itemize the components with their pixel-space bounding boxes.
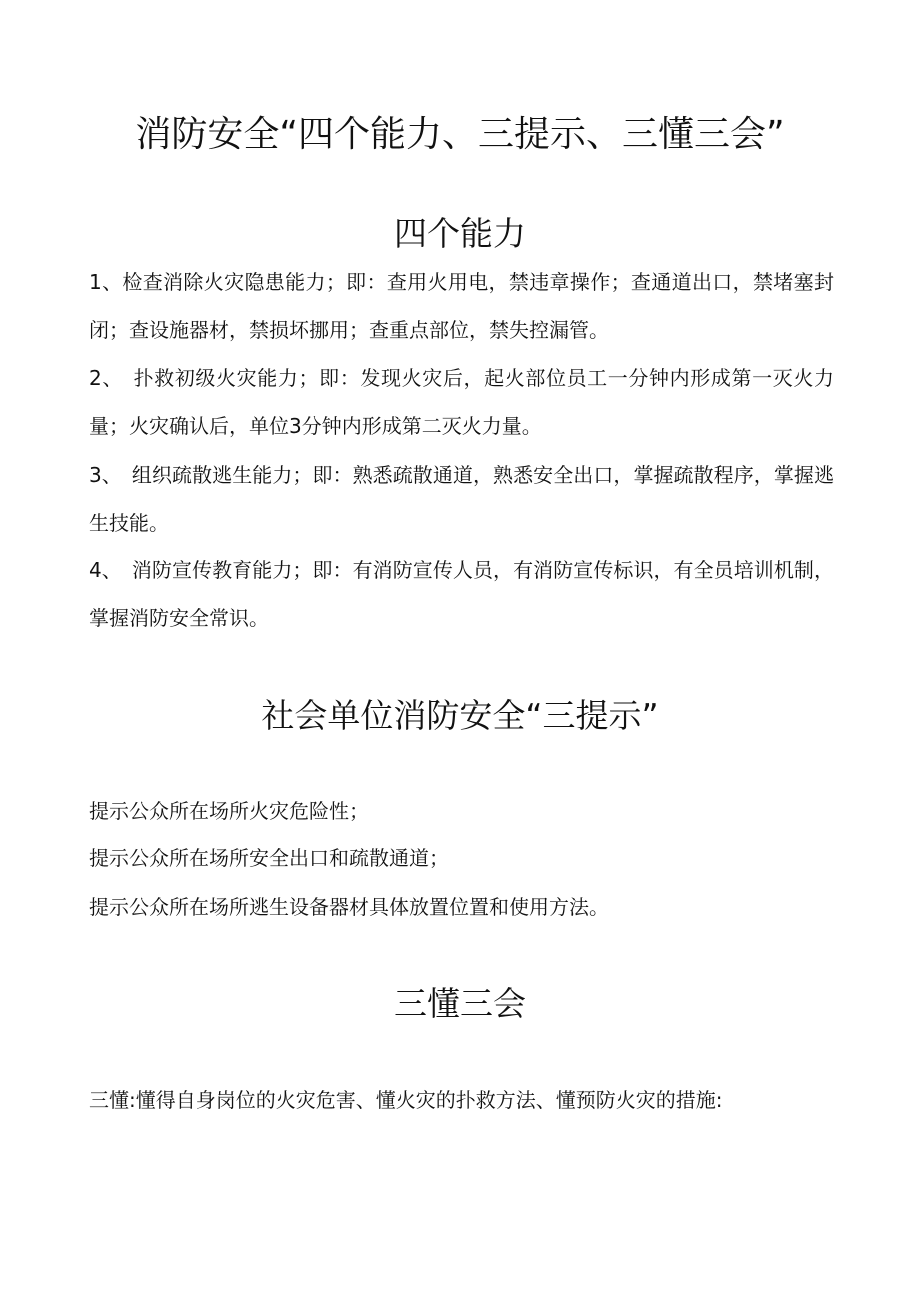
section-heading-four-abilities: 四个能力 [394, 214, 526, 253]
ability-item-2: 2、 扑救初级火灾能力；即：发现火灾后，起火部位员工一分钟内形成第一灭火力量；火灾确认后，单位3分钟内形成第二灭火力量。 [89, 366, 834, 438]
section-heading-three-know: 三懂三会 [394, 984, 526, 1023]
document-title: 消防安全“四个能力、三提示、三懂三会” [135, 114, 785, 155]
ability-item-3: 3、 组织疏散逃生能力；即：熟悉疏散通道，熟悉安全出口，掌握疏散程序，掌握逃生技能。 [89, 463, 834, 535]
tip-item-2: 提示公众所在场所安全出口和疏散通道； [89, 846, 449, 870]
section-heading-three-tips: 社会单位消防安全“三提示” [261, 696, 659, 735]
ability-item-1: 1、检查消除火灾隐患能力；即：查用火用电，禁违章操作；查通道出口，禁堵塞封闭；查设施器材，禁损坏挪用；查重点部位，禁失控漏管。 [89, 270, 834, 342]
three-know-text: 三懂:懂得自身岗位的火灾危害、懂火灾的扑救方法、懂预防火灾的措施: [89, 1088, 723, 1112]
ability-item-4: 4、 消防宣传教育能力；即：有消防宣传人员，有消防宣传标识，有全员培训机制，掌握消防安全常识。 [89, 558, 834, 630]
tip-item-3: 提示公众所在场所逃生设备器材具体放置位置和使用方法。 [89, 895, 609, 919]
tip-item-1: 提示公众所在场所火灾危险性； [89, 799, 369, 823]
